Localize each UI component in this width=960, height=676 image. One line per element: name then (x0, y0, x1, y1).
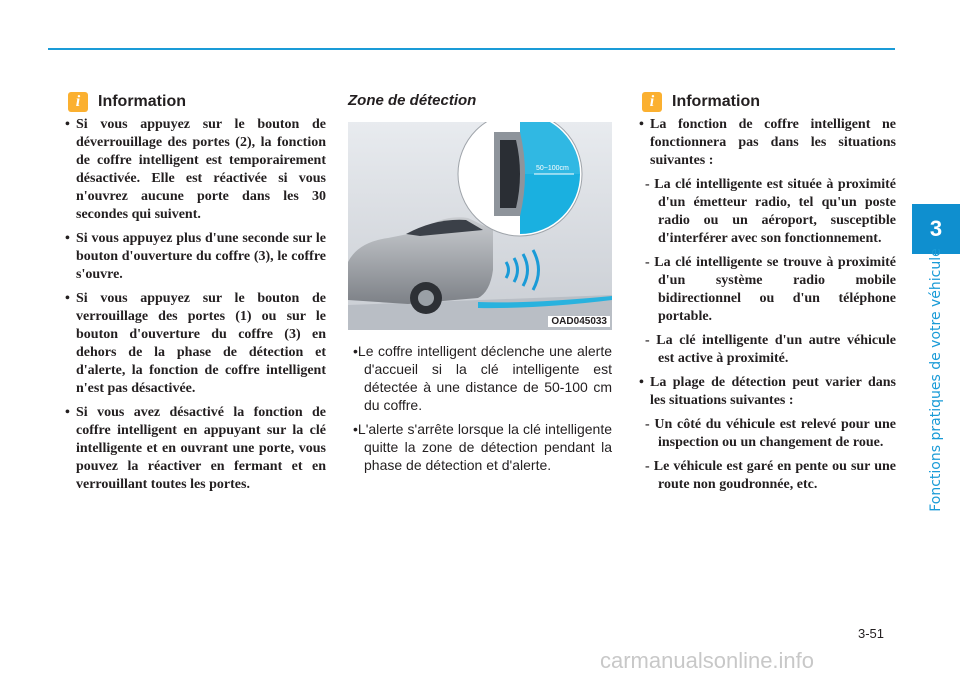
left-info-box (60, 92, 326, 500)
info-subitem: - Un côté du véhicule est relevé pour une inspection ou un changement de roue. (645, 417, 896, 450)
info-title: Information (98, 93, 186, 110)
info-header (60, 92, 326, 112)
info-item: • Si vous appuyez plus d'une seconde sur le bouton d'ouverture du coffre (3), le coffre s'ouvre. (65, 231, 326, 282)
detection-zone-section (348, 92, 612, 480)
info-icon: i (68, 92, 88, 112)
info-header (634, 92, 896, 112)
figure-code: OAD045033 (548, 316, 610, 327)
info-icon: i (642, 92, 662, 112)
chapter-tab: 3 (912, 204, 960, 254)
info-subitem: - La clé intelligente est située à proximité d'un émetteur radio, tel qu'un poste radio ou un aéroport, susceptible d'interférer avec son fonctionnement. (645, 177, 896, 246)
info-title: Information (672, 93, 760, 110)
info-item: • Si vous appuyez sur le bouton de déverrouillage des portes (2), la fonction de coffre intelligent est temporairement désactivée. Elle est réactivée si vous n'ouvrez aucune porte dans les 30 secondes qui suivent. (65, 117, 326, 222)
info-subitem: - La clé intelligente d'un autre véhicule est active à proximité. (645, 333, 896, 366)
watermark: carmanualsonline.info (600, 648, 815, 673)
chapter-title: Fonctions pratiques de votre véhicule (928, 248, 944, 512)
zone-item: •Le coffre intelligent déclenche une alerte d'accueil si la clé intelligente est détectée à une distance de 50-100 cm du coffre. (353, 343, 612, 413)
zone-item: •L'alerte s'arrête lorsque la clé intelligente quitte la zone de détection pendant la phase de détection et d'alerte. (353, 421, 612, 473)
detection-zone-figure (348, 122, 612, 330)
section-title: Zone de détection (348, 92, 477, 109)
info-item: • La fonction de coffre intelligent ne fonctionnera pas dans les situations suivantes : (639, 117, 896, 168)
info-subitem: - Le véhicule est garé en pente ou sur une route non goudronnée, etc. (645, 459, 896, 492)
header-rule (48, 48, 895, 50)
info-item: • Si vous appuyez sur le bouton de verrouillage des portes (1) ou sur le bouton d'ouverture du coffre (3) en dehors de la phase de détection et d'alerte, la fonction de coffre intelligent n'est pas désactivée. (65, 291, 326, 396)
right-info-box (634, 92, 896, 500)
info-subitem: - La clé intelligente se trouve à proximité d'un système radio mobile bidirectionnel ou d'un téléphone portable. (645, 255, 896, 324)
info-item: • Si vous avez désactivé la fonction de coffre intelligent en appuyant sur la clé intelligente et en ouvrant une porte, vous pouvez la réactiver en fermant et en verrouillant toutes les portes. (65, 405, 326, 492)
car-illustration (348, 122, 612, 330)
figure-distance-label: 50~100cm (536, 165, 569, 172)
info-item: • La plage de détection peut varier dans les situations suivantes : (639, 375, 896, 408)
page-number: 3-51 (858, 626, 885, 641)
